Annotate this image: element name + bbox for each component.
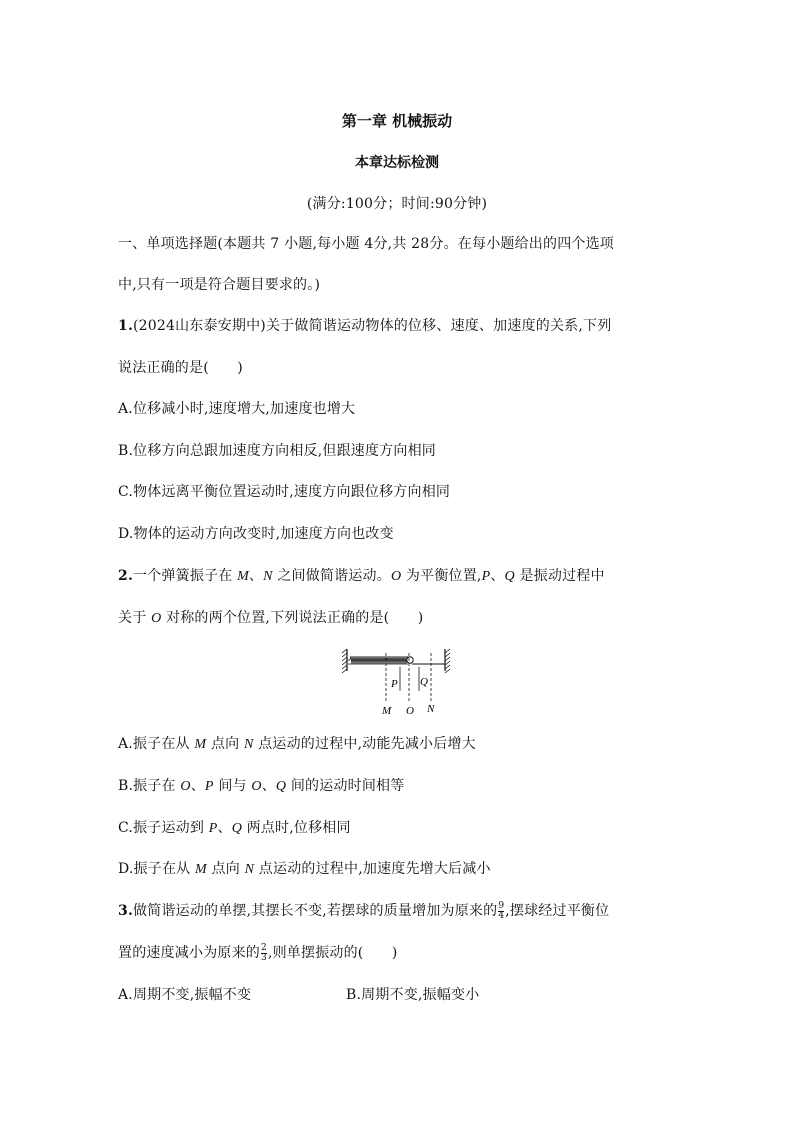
q2-text: 一个弹簧振子在 [133,568,238,584]
q1-option-a: A.位移减小时,速度增大,加速度也增大 [118,401,356,417]
q2-var-q: Q [504,569,515,584]
q2-text: 、 [490,568,505,584]
q1-stem-line1 [118,315,611,335]
label-m: M [382,705,392,717]
q2-var-o: O [251,779,262,794]
label-p: P [391,678,398,690]
q3-text: 置的速度减小为原来的 [118,945,260,961]
q2-var-o: O [151,611,162,626]
q2-text: 、 [248,568,264,584]
score-time-info: (满分:100分；时间:90分钟) [306,196,488,212]
q1-number: 1. [118,318,134,334]
q2-option-text: 点向 [206,861,245,877]
q2-option-d [118,858,491,878]
q2-var-m: M [237,569,249,584]
fraction-denominator: 3 [261,952,267,963]
q2-var-q: Q [275,779,287,794]
q3-text: ,则单摆振动的( ) [267,945,398,961]
q3-text: ,摆球经过平衡位 [505,903,610,919]
q2-option-text: D.振子在从 [118,861,196,877]
q2-stem-line2 [118,607,423,627]
q1-stem-line2: 说法正确的是( ) [118,360,243,376]
q2-option-text: 、 [217,820,232,836]
q2-option-a [118,733,476,753]
q2-text: 为平衡位置, [401,568,482,584]
section1-instruction-line1: 一、单项选择题(本题共 7 小题,每小题 4分,共 28分。在每小题给出的四个选项 [118,236,614,252]
q2-var-q: Q [231,821,242,836]
q2-text: 之间做简谐运动。 [272,568,391,584]
fraction-numerator: 2 [261,942,267,953]
fraction-denominator: 4 [498,910,505,921]
q2-option-text: 、 [261,778,276,794]
q2-var-o: O [390,569,402,584]
q2-option-text: C.振子运动到 [118,820,209,836]
q2-var-n: N [244,862,255,877]
q2-option-c [118,817,351,837]
q1-option-d: D.物体的运动方向改变时,加速度方向也改变 [118,526,394,542]
spring-oscillator-diagram [340,645,452,717]
q2-var-p: P [208,821,218,836]
q3-option-b: B.周期不变,振幅变小 [346,987,480,1003]
q3-stem-line2 [118,942,398,963]
q2-var-p: P [204,779,214,794]
q1-option-b: B.位移方向总跟加速度方向相反,但跟速度方向相同 [118,443,436,459]
q2-text: 关于 [118,610,152,626]
left-wall-hatching [342,649,347,673]
right-wall-hatching [445,649,450,673]
q3-number: 3. [118,903,134,919]
q2-option-text: 间与 [213,778,252,794]
section1-instruction-line2: 中,只有一项是符合题目要求的。) [118,277,321,293]
q1-stem-text: (2024山东泰安期中)关于做简谐运动物体的位移、速度、加速度的关系,下列 [133,318,612,334]
q2-option-text: 、 [190,778,205,794]
oscillator-ball [407,657,413,663]
q3-stem-line1 [118,900,609,921]
q2-var-m: M [195,862,207,877]
chapter-title: 第一章 机械振动 [341,112,453,130]
q2-option-text: 点向 [206,736,244,752]
q3-text: 做简谐运动的单摆,其摆长不变,若摆球的质量增加为原来的 [133,903,498,919]
q2-var-n: N [263,569,273,584]
q2-var-o: O [180,779,191,794]
fraction-9-4 [498,902,504,921]
q2-number: 2. [118,568,134,584]
q2-option-text: 间的运动时间相等 [286,778,405,794]
q2-option-text: 两点时,位移相同 [242,820,351,836]
q2-var-m: M [194,737,207,752]
q2-stem-line1 [118,565,605,585]
q2-option-text: 点运动的过程中,加速度先增大后减小 [254,861,491,877]
q2-option-text: 点运动的过程中,动能先减小后增大 [253,736,476,752]
fraction-2-3 [261,944,267,963]
q2-text: 对称的两个位置,下列说法正确的是( ) [161,610,424,626]
label-n: N [427,703,435,715]
label-q: Q [420,676,428,688]
q1-option-c: C.物体远离平衡位置运动时,速度方向跟位移方向相同 [118,484,451,500]
q2-var-n: N [244,737,254,752]
section-title: 本章达标检测 [355,155,439,171]
q2-option-text: B.振子在 [118,778,181,794]
q2-option-text: A.振子在从 [118,736,195,752]
q2-var-p: P [481,569,491,584]
label-o: O [406,705,414,717]
fraction-numerator: 9 [498,900,505,911]
q2-option-b [118,775,404,795]
q2-text: 是振动过程中 [514,568,605,584]
spring [347,656,408,664]
q3-option-a: A.周期不变,振幅不变 [118,987,252,1003]
